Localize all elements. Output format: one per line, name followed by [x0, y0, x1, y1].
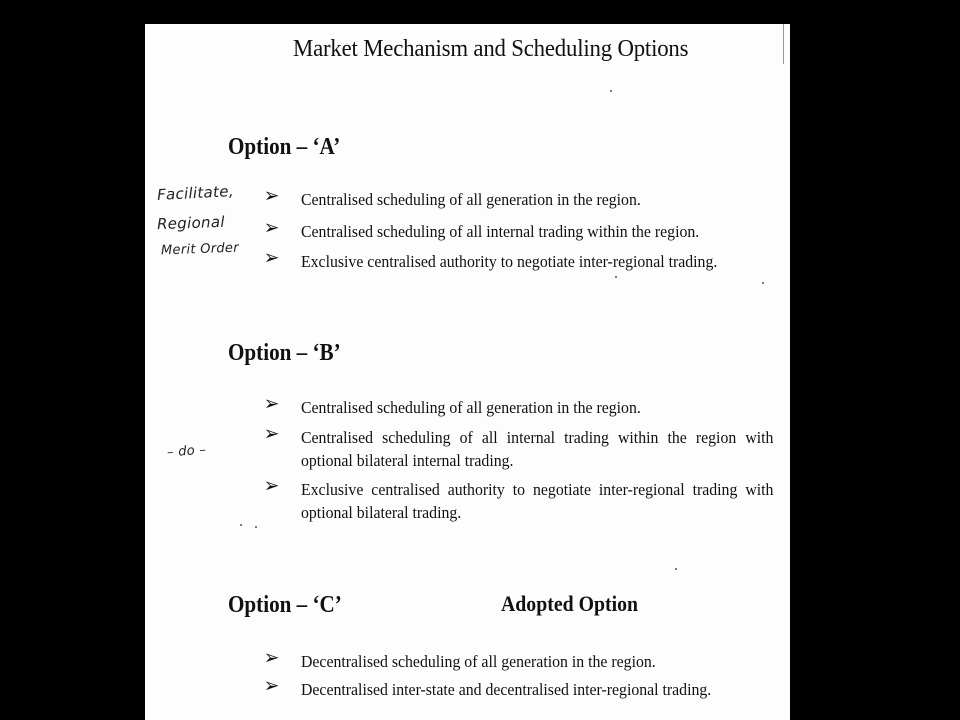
option-a-point-1: ➢ Centralised scheduling of all generation in the region. — [263, 183, 641, 209]
option-a-point-3: ➢ Exclusive centralised authority to negotiate inter-regional trading. — [263, 245, 718, 271]
arrow-bullet-icon: ➢ — [263, 215, 280, 239]
arrow-bullet-icon: ➢ — [263, 473, 280, 497]
arrow-bullet-icon: ➢ — [263, 183, 280, 207]
scan-speck — [240, 524, 242, 526]
option-b-point-1: ➢ Centralised scheduling of all generation in the region. — [263, 391, 641, 417]
adopted-option-label: Adopted Option — [501, 591, 638, 616]
margin-note-merit-order: Merit Order — [160, 240, 240, 259]
scan-speck — [675, 568, 677, 570]
option-b-point-3: ➢ Exclusive centralised authority to negotiate inter-regional trading with optional bilateral trading. — [263, 473, 774, 522]
option-a-heading: Option – ‘A’ — [228, 134, 341, 160]
margin-note-ditto: – do – — [166, 442, 207, 461]
option-c-point-2: ➢ Decentralised inter-state and decentralised inter-regional trading. — [263, 673, 712, 699]
page-edge-mark — [783, 24, 784, 64]
arrow-bullet-icon: ➢ — [263, 245, 280, 269]
margin-note-facilitate: Facilitate, — [156, 182, 235, 204]
option-c-point-1: ➢ Decentralised scheduling of all generation in the region. — [263, 645, 656, 671]
option-c-heading: Option – ‘C’ — [228, 592, 342, 618]
arrow-bullet-icon: ➢ — [263, 645, 280, 669]
document-title: Market Mechanism and Scheduling Options — [293, 36, 689, 62]
scan-speck — [610, 90, 612, 92]
scan-speck — [762, 282, 764, 284]
arrow-bullet-icon: ➢ — [263, 421, 280, 445]
margin-note-regional: Regional — [156, 212, 226, 234]
arrow-bullet-icon: ➢ — [263, 391, 280, 415]
option-a-point-2: ➢ Centralised scheduling of all internal trading within the region. — [263, 215, 700, 241]
arrow-bullet-icon: ➢ — [263, 673, 280, 697]
scan-speck — [255, 526, 257, 528]
scan-speck — [615, 276, 617, 278]
document-page — [145, 24, 790, 720]
option-b-heading: Option – ‘B’ — [228, 340, 341, 366]
option-b-point-2: ➢ Centralised scheduling of all internal trading within the region with optional bilateral internal trading. — [263, 421, 774, 470]
